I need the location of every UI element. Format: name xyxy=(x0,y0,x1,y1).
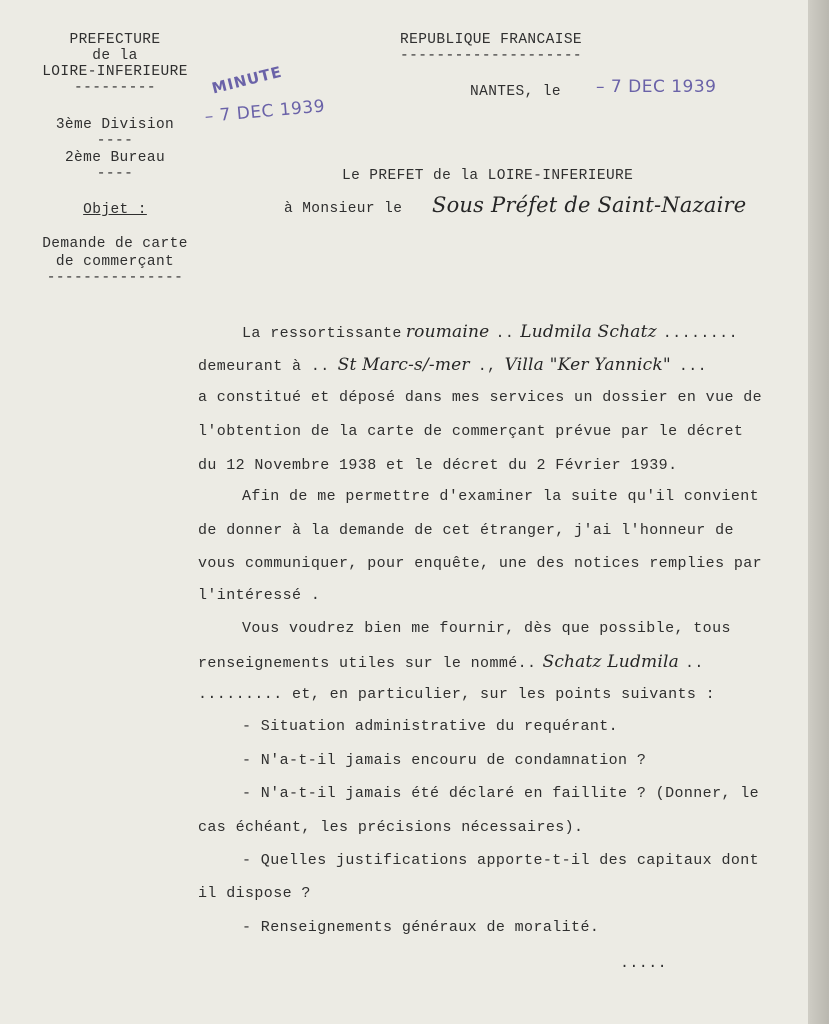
dots: ........ xyxy=(662,325,738,342)
recipient-handwritten: Sous Préfet de Saint-Nazaire xyxy=(432,193,747,217)
continuation-dots: ..... xyxy=(620,955,668,972)
stamp-dash: – xyxy=(204,106,215,127)
point-item: - N'a-t-il jamais été déclaré en faillite ? (Donner, le xyxy=(242,785,760,802)
handwritten-nationality: roumaine xyxy=(405,322,490,342)
body-line xyxy=(198,355,707,375)
handwritten-name: Ludmila Schatz xyxy=(520,322,657,342)
point-item: - Situation administrative du requérant. xyxy=(242,718,619,735)
body-line xyxy=(242,322,738,342)
prefecture-title: PREFECTURE xyxy=(69,32,161,48)
body-line: Afin de me permettre d'examiner la suite qu'il convient xyxy=(242,488,760,505)
body-line xyxy=(198,652,704,672)
handwritten-name: Schatz Ludmila xyxy=(542,652,679,672)
dots: .. xyxy=(517,655,537,672)
point-item: - Quelles justifications apporte-t-il des capitaux dont xyxy=(242,852,760,869)
body-line: l'intéressé . xyxy=(198,587,321,604)
point-item: - N'a-t-il jamais encouru de condamnation ? xyxy=(242,752,647,769)
prefecture-de-la: de la xyxy=(92,48,138,64)
dots: ., xyxy=(477,358,497,375)
stamp-date-text: 7 DEC 1939 xyxy=(218,96,326,126)
handwritten-town: St Marc-s/-mer xyxy=(337,355,470,375)
dots: .. xyxy=(495,325,515,342)
text: renseignements utiles sur le nommé xyxy=(198,655,518,672)
stamp-date-text: 7 DEC 1939 xyxy=(610,77,717,97)
body-line: Vous voudrez bien me fournir, dès que possible, tous xyxy=(242,620,731,637)
bureau: 2ème Bureau xyxy=(64,150,166,166)
dots: ... xyxy=(678,358,708,375)
body-line: vous communiquer, pour enquête, une des notices remplies par xyxy=(198,555,763,572)
date-stamp xyxy=(596,77,717,97)
place-date-prefix: NANTES, le xyxy=(470,84,562,100)
dots: .. xyxy=(684,655,704,672)
separator: --------------- xyxy=(46,270,184,286)
page-edge xyxy=(808,0,829,1024)
body-line: a constitué et déposé dans mes services un dossier en vue de xyxy=(198,389,763,406)
body-line: du 12 Novembre 1938 et le décret du 2 Février 1939. xyxy=(198,457,678,474)
objet-label-text: Objet : xyxy=(83,202,147,218)
separator: ---- xyxy=(96,133,134,149)
separator: --------- xyxy=(74,80,156,96)
objet-line: de commerçant xyxy=(55,254,175,270)
body-line: l'obtention de la carte de commerçant prévue par le décret xyxy=(198,423,744,440)
body-line: de donner à la demande de cet étranger, j'ai l'honneur de xyxy=(198,522,734,539)
handwritten-villa: Villa "Ker Yannick" xyxy=(504,355,671,375)
objet-line: Demande de carte xyxy=(42,236,188,252)
republic-title: REPUBLIQUE FRANCAISE xyxy=(400,32,583,48)
division: 3ème Division xyxy=(55,117,175,133)
body-line: ......... et, en particulier, sur les points suivants : xyxy=(198,686,716,703)
point-item-continued: cas échéant, les précisions nécessaires). xyxy=(198,819,584,836)
sender: Le PREFET de la LOIRE-INFERIEURE xyxy=(342,168,634,184)
point-item-continued: il dispose ? xyxy=(198,885,311,902)
stamp-dash: – xyxy=(596,77,605,97)
separator: ---- xyxy=(96,166,134,182)
separator: -------------------- xyxy=(400,48,583,64)
text: demeurant à xyxy=(198,358,302,375)
prefecture-department: LOIRE-INFERIEURE xyxy=(42,64,188,80)
text: La ressortissante xyxy=(242,325,402,342)
minute-stamp-label: MINUTE xyxy=(210,62,284,98)
recipient-prefix: à Monsieur le xyxy=(284,201,403,217)
dots: .. xyxy=(301,358,330,375)
point-item: - Renseignements généraux de moralité. xyxy=(242,919,600,936)
objet-label xyxy=(20,202,210,218)
